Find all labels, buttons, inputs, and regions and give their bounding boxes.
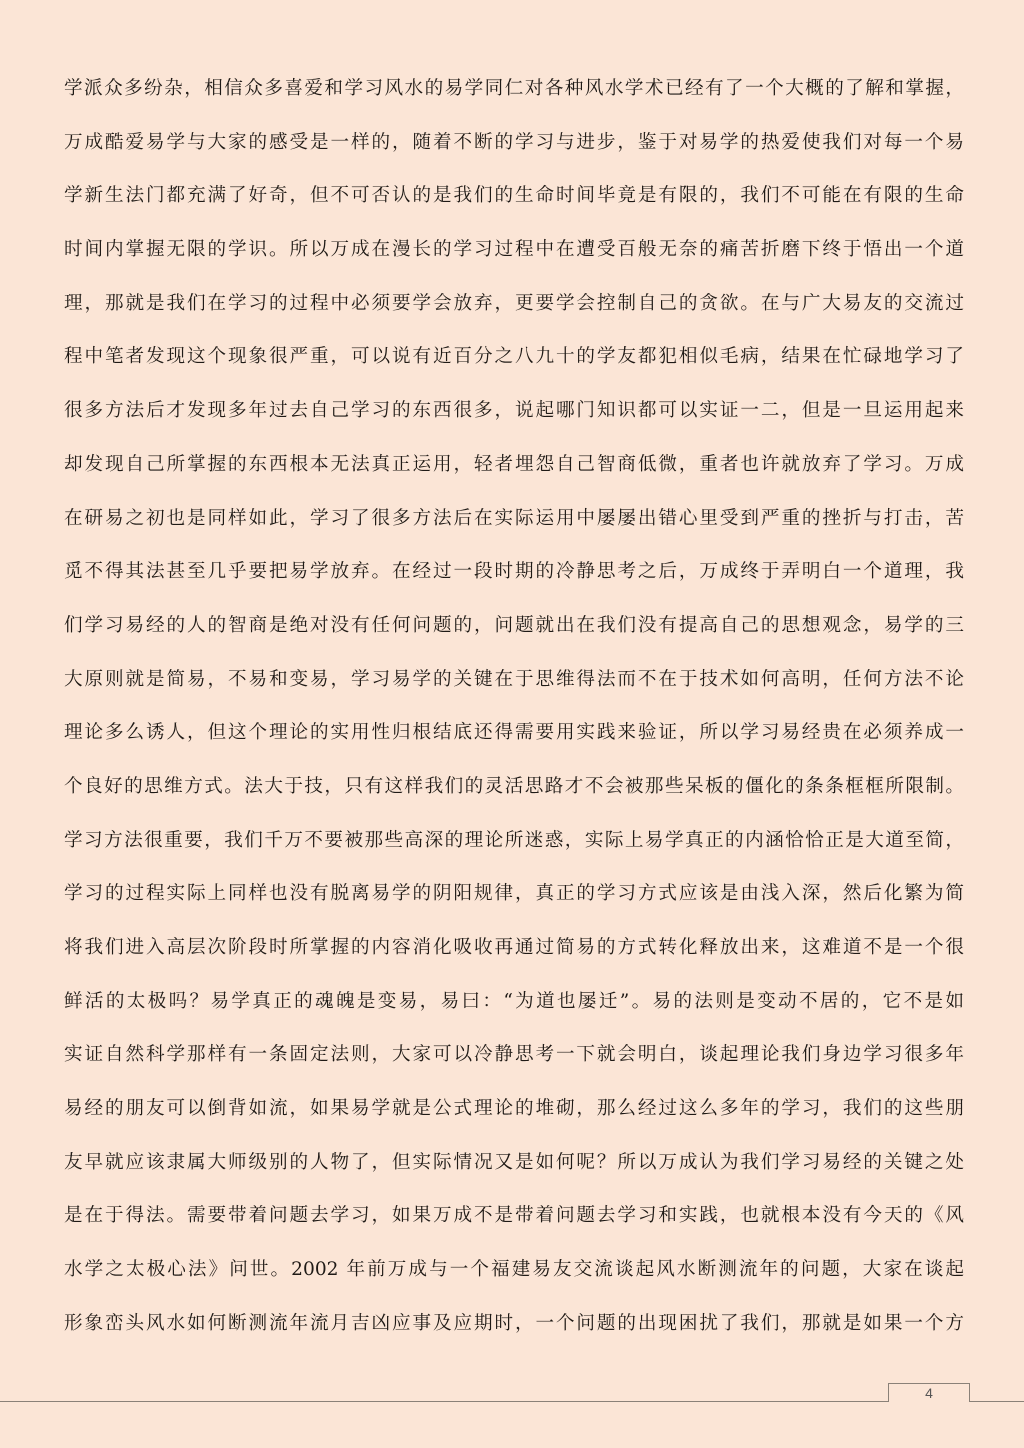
text-line: 易经的朋友可以倒背如流，如果易学就是公式理论的堆砌，那么经过这么多年的学习，我们的这些朋 (64, 1098, 964, 1120)
page-number: 4 (888, 1383, 970, 1402)
text-line: 理论多么诱人，但这个理论的实用性归根结底还得需要用实践来验证，所以学习易经贵在必须养成一 (64, 722, 964, 744)
text-line: 实证自然科学那样有一条固定法则，大家可以冷静思考一下就会明白，谈起理论我们身边学习很多年 (64, 1044, 964, 1066)
text-line: 学新生法门都充满了好奇，但不可否认的是我们的生命时间毕竟是有限的，我们不可能在有限的生命 (64, 185, 964, 207)
text-line: 万成酷爱易学与大家的感受是一样的，随着不断的学习与进步，鉴于对易学的热爱使我们对每一个易 (64, 131, 964, 153)
text-line: 友早就应该隶属大师级别的人物了，但实际情况又是如何呢？所以万成认为我们学习易经的关键之处 (64, 1151, 964, 1173)
body-text (64, 62, 964, 1351)
text-line: 鲜活的太极吗？易学真正的魂魄是变易，易曰：“为道也屡迁”。易的法则是变动不居的，它不是如 (64, 990, 964, 1012)
text-line: 们学习易经的人的智商是绝对没有任何问题的，问题就出在我们没有提高自己的思想观念，易学的三 (64, 614, 964, 636)
text-line: 时间内掌握无限的学识。所以万成在漫长的学习过程中在遭受百般无奈的痛苦折磨下终于悟出一个道 (64, 239, 964, 261)
text-line: 大原则就是简易，不易和变易，学习易学的关键在于思维得法而不在于技术如何高明，任何方法不论 (64, 668, 964, 690)
text-line: 将我们进入高层次阶段时所掌握的内容消化吸收再通过简易的方式转化释放出来，这难道不是一个很 (64, 937, 964, 958)
text-line: 却发现自己所掌握的东西根本无法真正运用，轻者埋怨自己智商低微，重者也许就放弃了学习。万成 (64, 453, 964, 475)
text-line: 很多方法后才发现多年过去自己学习的东西很多，说起哪门知识都可以实证一二，但是一旦运用起来 (64, 400, 964, 422)
footer-divider (0, 1401, 1024, 1402)
text-line: 学习方法很重要，我们千万不要被那些高深的理论所迷惑，实际上易学真正的内涵恰恰正是大道至简， (64, 829, 964, 851)
text-line: 觅不得其法甚至几乎要把易学放弃。在经过一段时期的冷静思考之后，万成终于弄明白一个道理，我 (64, 561, 964, 583)
text-line: 形象峦头风水如何断测流年流月吉凶应事及应期时，一个问题的出现困扰了我们，那就是如果一个方 (64, 1312, 964, 1334)
text-line: 在研易之初也是同样如此，学习了很多方法后在实际运用中屡屡出错心里受到严重的挫折与打击，苦 (64, 507, 964, 529)
text-line: 理，那就是我们在学习的过程中必须要学会放弃，更要学会控制自己的贪欲。在与广大易友的交流过 (64, 292, 964, 314)
text-line: 程中笔者发现这个现象很严重，可以说有近百分之八九十的学友都犯相似毛病，结果在忙碌地学习了 (64, 346, 964, 368)
text-line: 个良好的思维方式。法大于技，只有这样我们的灵活思路才不会被那些呆板的僵化的条条框框所限制。 (64, 775, 964, 797)
text-line: 水学之太极心法》问世。2002 年前万成与一个福建易友交流谈起风水断测流年的问题，大家在谈起 (64, 1259, 964, 1281)
text-line: 学派众多纷杂，相信众多喜爱和学习风水的易学同仁对各种风水学术已经有了一个大概的了解和掌握， (64, 78, 964, 99)
text-line: 学习的过程实际上同样也没有脱离易学的阴阳规律，真正的学习方式应该是由浅入深，然后化繁为简 (64, 883, 964, 905)
text-line: 是在于得法。需要带着问题去学习，如果万成不是带着问题去学习和实践，也就根本没有今天的《风 (64, 1205, 964, 1227)
